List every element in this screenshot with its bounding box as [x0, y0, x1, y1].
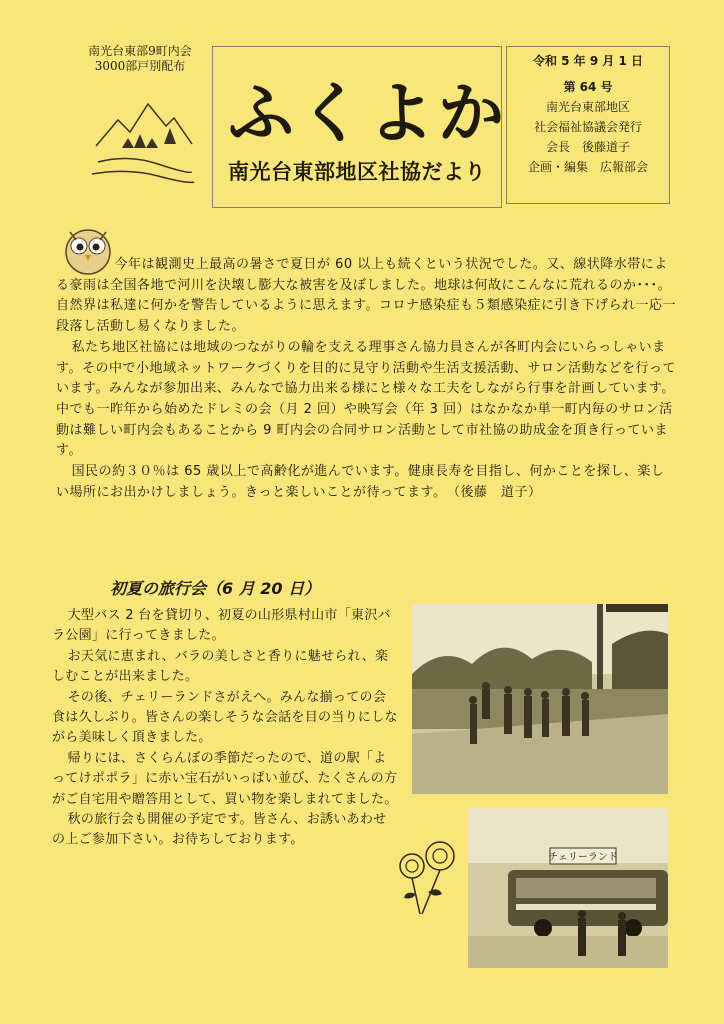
issuer-chair: 会長 後藤道子: [545, 140, 630, 154]
rose-illustration: [392, 838, 462, 918]
distribution-note: [70, 44, 210, 74]
newsletter-subtitle: 南光台東部地区社協だより: [228, 159, 486, 184]
travel-section-title: 初夏の旅行会（6 月 20 日）: [110, 579, 321, 598]
travel-paragraph: 秋の旅行会も開催の予定です。皆さん、お誘いあわせの上ご参加下さい。お待ちしております。: [52, 812, 387, 848]
issuer-org: 社会福祉協議会発行: [533, 120, 642, 134]
distribution-area: 南光台東部9町内会: [88, 44, 192, 58]
rose-park-photo: [412, 604, 668, 794]
travel-paragraph: 帰りには、さくらんぼの季節だったので、道の駅「よってけポポラ」に赤い宝石がいっぱい並び、たくさんの方がご自宅用や贈答用として、買い物を楽しまれてました。: [52, 750, 398, 807]
travel-article: [52, 606, 399, 851]
travel-paragraph: その後、チェリーランドさがえへ。みんな揃っての会食は久しぶり。皆さんの楽しそうな会話を目の当りにしながら美味しく頂きました。: [52, 689, 398, 746]
distribution-count: 3000部戸別配布: [94, 59, 186, 73]
issue-number: 第 64 号: [563, 80, 613, 94]
issue-info: [506, 46, 670, 204]
travel-paragraph: 大型バス 2 台を貸切り、初夏の山形県村山市「東沢バラ公園」に行ってきました。: [52, 608, 391, 644]
intro-article: [56, 255, 676, 503]
issue-date: 令和 5 年 9 月 1 日: [532, 54, 644, 68]
intro-paragraph: 私たち地区社協には地域のつながりの輪を支える理事さん協力員さんが各町内会にいらっしゃいます。その中で小地域ネットワークづくりを目的に見守り活動や生活支援活動、サロン活動などを行っています。みんなが参加出来、みんなで協力出来る様にと様々な工夫をしながら行事を計画しています。中でも一昨年から始めたドレミの会（月 2 回）や映写会（年 3 回）はなかなか単一町内毎のサロン活動は難しい町内会もあることから 9 町内会の合同サロン活動として市社協の助成金を頂き行っています。: [56, 339, 676, 459]
travel-paragraph: お天気に恵まれ、バラの美しさと香りに魅せられ、楽しむことが出来ました。: [52, 648, 389, 685]
bus-photo: [468, 808, 668, 968]
intro-paragraph: 今年は観測史上最高の暑さで夏日が 60 以上も続くという状況でした。又、線状降水帯による豪雨は全国各地で河川を決壊し膨大な被害を及ぼしました。地球は何故にこんなに荒れるのか･･･。自然界は私達に何かを警告しているように思えます。コロナ感染症も５類感染症に引き下げられ一応一段落し活動し易くなりました。: [56, 257, 676, 335]
issuer-district: 南光台東部地区: [545, 100, 630, 114]
mountain-illustration: [88, 82, 198, 192]
intro-paragraph: 国民の約３０％は 65 歳以上で高齢化が進んでいます。健康長寿を目指し、何かことを探し、楽しい場所にお出かけしましょう。きっと楽しいことが待ってます。 （後藤 道子）: [56, 464, 665, 500]
newsletter-title: ふくよか: [228, 74, 508, 152]
issuer-editor: 企画・編集 広報部会: [527, 160, 648, 174]
cherry-land-sign: チェリーランド: [548, 852, 618, 863]
